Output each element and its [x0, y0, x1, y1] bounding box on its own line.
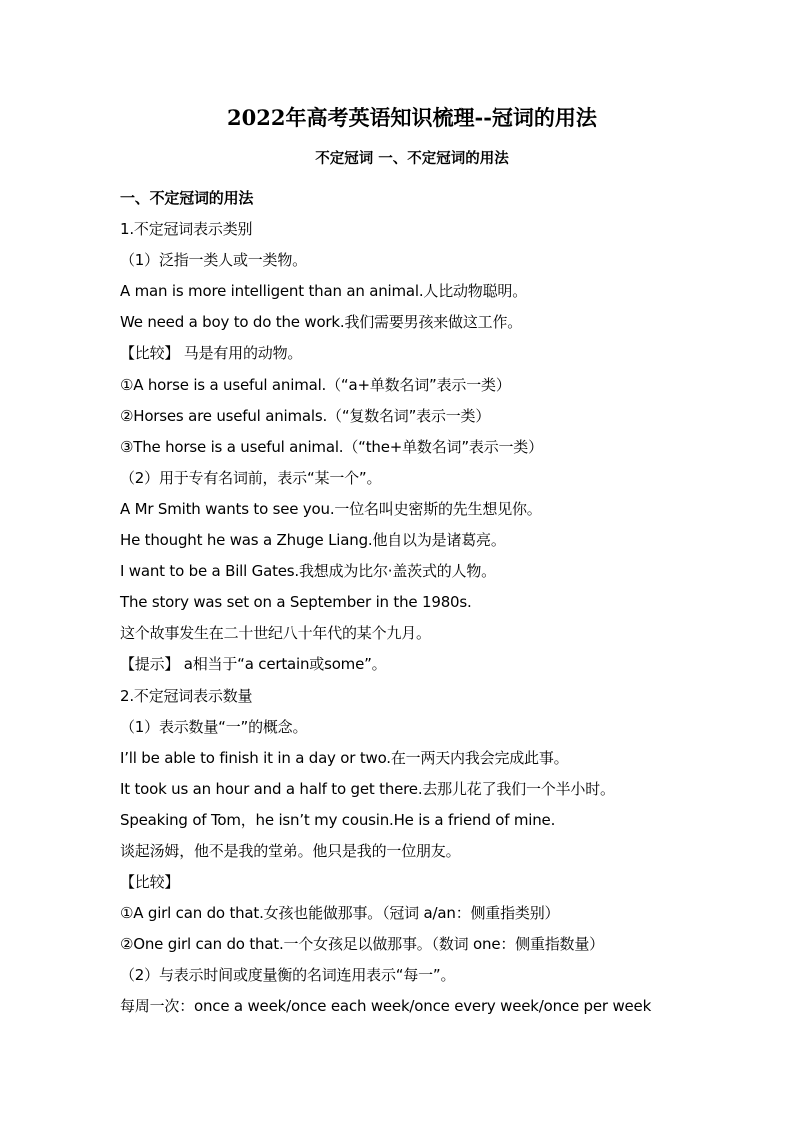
example-sentence: ①A horse is a useful animal.（“a+单数名词”表示一类）: [120, 375, 511, 394]
translation-line: 这个故事发生在二十世纪八十年代的某个九月。: [120, 624, 431, 643]
example-sentence: Speaking of Tom，he isn’t my cousin.He is a friend of mine.: [120, 810, 556, 829]
text-line: （2）用于专有名词前，表示“某一个”。: [120, 468, 382, 487]
example-sentence: A Mr Smith wants to see you.一位名叫史密斯的先生想见你。: [120, 499, 542, 518]
example-sentence: 每周一次：once a week/once each week/once every week/once per week: [120, 997, 652, 1016]
section-heading: 一、不定冠词的用法: [120, 189, 254, 207]
subsection-heading: 1.不定冠词表示类别: [120, 220, 253, 239]
comparison-note: 【比较】: [120, 873, 180, 892]
example-sentence: I’ll be able to finish it in a day or two.在一两天内我会完成此事。: [120, 748, 569, 767]
text-line: （2）与表示时间或度量衡的名词连用表示“每一”。: [120, 966, 456, 985]
text-line: （1）表示数量“一”的概念。: [120, 717, 308, 736]
example-sentence: ②Horses are useful animals.（“复数名词”表示一类）: [120, 406, 491, 425]
example-sentence: A man is more intelligent than an animal.人比动物聪明。: [120, 282, 528, 301]
text-line: （1）泛指一类人或一类物。: [120, 251, 307, 270]
example-sentence: It took us an hour and a half to get there.去那儿花了我们一个半小时。: [120, 779, 615, 798]
example-sentence: I want to be a Bill Gates.我想成为比尔·盖茨式的人物。: [120, 562, 496, 581]
example-sentence: The story was set on a September in the 1980s.: [120, 593, 472, 612]
comparison-note: 【比较】 马是有用的动物。: [120, 344, 303, 363]
document-body: [120, 183, 730, 1023]
subsection-heading: 2.不定冠词表示数量: [120, 686, 253, 705]
document-subtitle: 不定冠词 一、不定冠词的用法: [315, 151, 509, 167]
example-sentence: ③The horse is a useful animal.（“the+单数名词”表示一类）: [120, 437, 543, 456]
example-sentence: ②One girl can do that.一个女孩足以做那事。（数词 one：侧重指数量）: [120, 935, 604, 954]
example-sentence: ①A girl can do that.女孩也能做那事。（冠词 a/an：侧重指类别）: [120, 904, 560, 923]
example-sentence: He thought he was a Zhuge Liang.他自以为是诸葛亮。: [120, 531, 506, 550]
translation-line: 谈起汤姆，他不是我的堂弟。他只是我的一位朋友。: [120, 841, 461, 860]
example-sentence: We need a boy to do the work.我们需要男孩来做这工作。: [120, 313, 523, 332]
document-title: 2022年高考英语知识梳理--冠词的用法: [227, 105, 597, 130]
hint-note: 【提示】 a相当于“a certain或some”。: [120, 655, 387, 674]
